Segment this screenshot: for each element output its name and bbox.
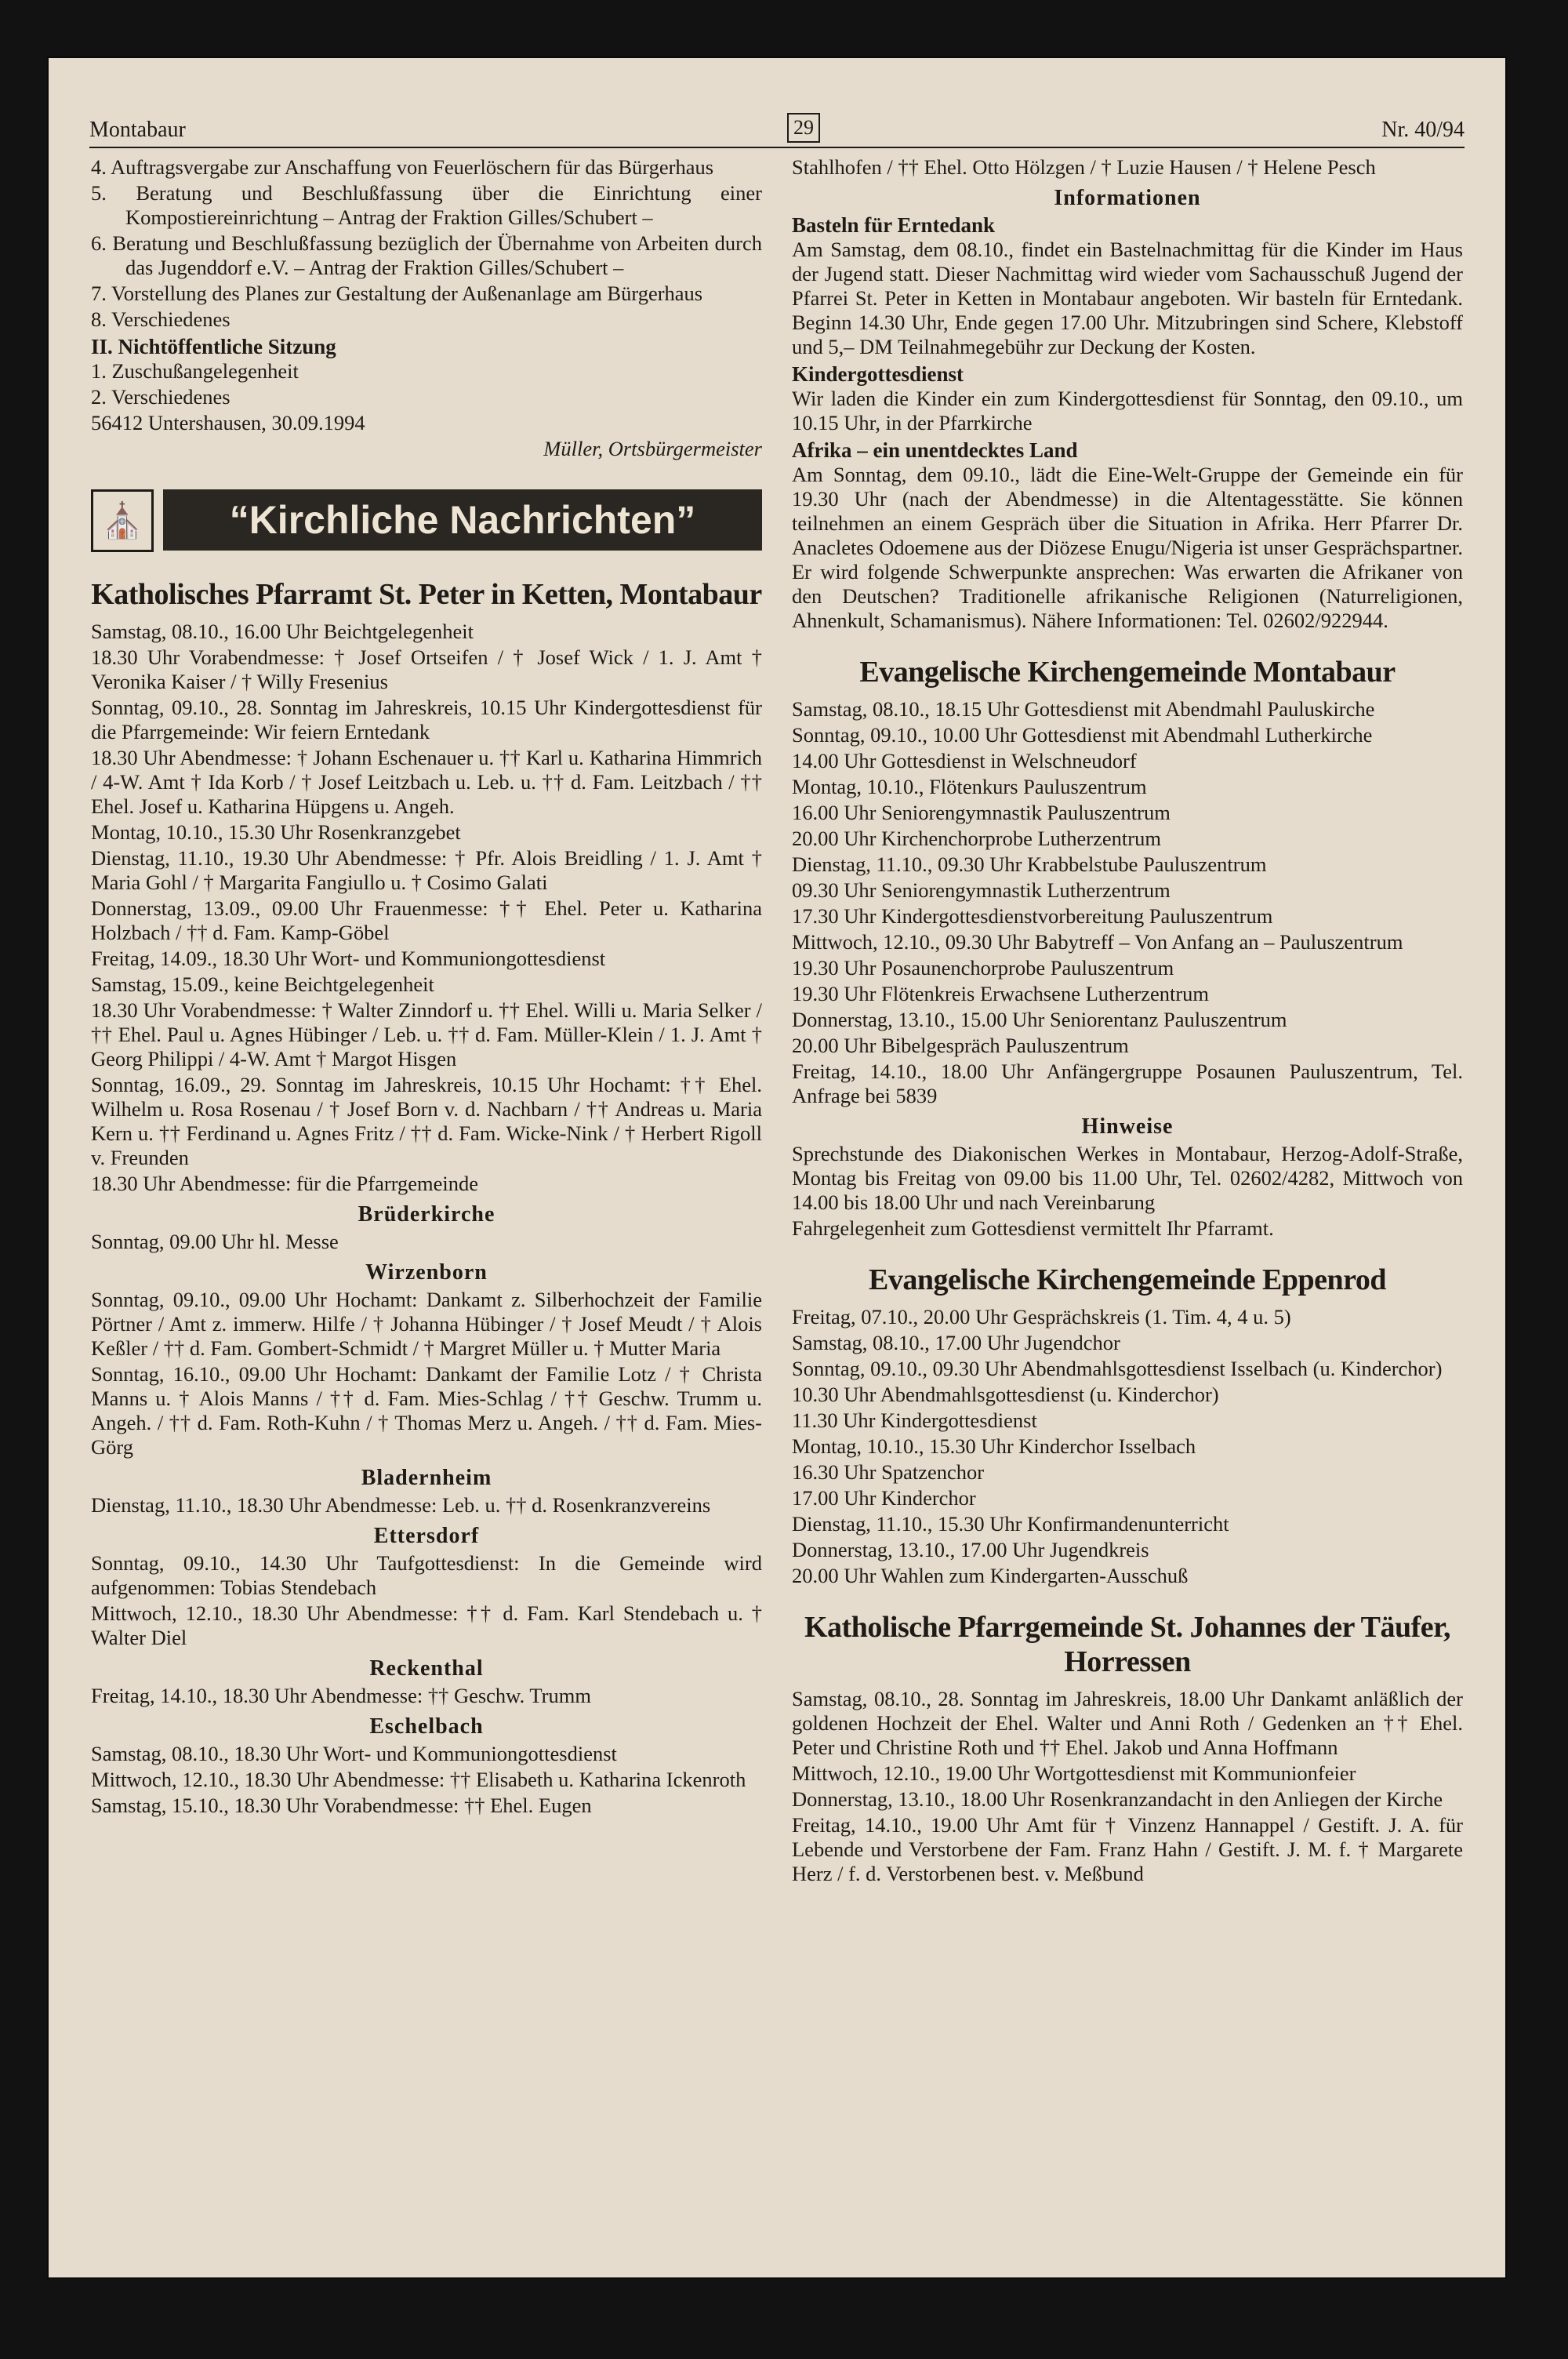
issue-number: Nr. 40/94 [1381, 118, 1465, 142]
entry: Sonntag, 09.10., 09.00 Uhr Hochamt: Dankamt z. Silberhochzeit der Familie Pörtner / Amt z. immerw. Hilfe / † Johanna Hübinger / † Josef Meudt / † Alois Keßler / †† d. Fam. Gombert-Schmidt / † Margret Müller u. † Mutter Maria [91, 1288, 762, 1360]
entry: Samstag, 08.10., 18.30 Uhr Wort- und Kommuniongottesdienst [91, 1742, 617, 1765]
entry: Sonntag, 16.09., 29. Sonntag im Jahreskreis, 10.15 Uhr Hochamt: †† Ehel. Wilhelm u. Rosa Rosenau / † Josef Born v. d. Nachbarn / †† Andreas u. Maria Kern u. †† Ferdinand u. Agnes Fritz / †† d. Fam. Wicke-Nink / † Herbert Rigoll v. Freunden [91, 1073, 762, 1169]
entry: Freitag, 14.10., 18.00 Uhr Anfängergruppe Posaunen Pauluszentrum, Tel. Anfrage bei 5839 [792, 1060, 1463, 1107]
entry: Sonntag, 09.10., 09.30 Uhr Abendmahlsgottesdienst Isselbach (u. Kinderchor) [792, 1357, 1443, 1380]
agenda-item: 4. Auftragsvergabe zur Anschaffung von Feuerlöschern für das Bürgerhaus [91, 155, 714, 179]
entry: Samstag, 08.10., 16.00 Uhr Beichtgelegenheit [91, 620, 474, 643]
entry: 20.00 Uhr Kirchenchorprobe Lutherzentrum [792, 827, 1161, 850]
entry: Fahrgelegenheit zum Gottesdienst vermittelt Ihr Pfarramt. [792, 1216, 1274, 1240]
agenda-item: 2. Verschiedenes [91, 385, 230, 409]
entry: 17.00 Uhr Kinderchor [792, 1486, 976, 1510]
entry: Dienstag, 11.10., 18.30 Uhr Abendmesse: Leb. u. †† d. Rosenkranzvereins [91, 1493, 711, 1517]
entry: Montag, 10.10., 15.30 Uhr Kinderchor Isselbach [792, 1434, 1196, 1458]
parish-title: Katholisches Pfarramt St. Peter in Ketten, Montabaur [91, 578, 762, 611]
entry: 09.30 Uhr Seniorengymnastik Lutherzentrum [792, 878, 1171, 902]
place-date: 56412 Untershausen, 30.09.1994 [91, 411, 365, 434]
entry: 11.30 Uhr Kindergottesdienst [792, 1408, 1037, 1432]
wirzen-heading: Wirzenborn [365, 1260, 488, 1285]
agenda-list [91, 155, 762, 332]
entry: Montag, 10.10., Flötenkurs Pauluszentrum [792, 775, 1147, 798]
entry: Samstag, 08.10., 28. Sonntag im Jahreskreis, 18.00 Uhr Dankamt anläßlich der goldenen Hochzeit der Ehel. Walter und Anni Roth / Gedenken an †† Ehel. Peter und Christine Roth und †† Ehel. Jakob und Anna Hoffmann [792, 1687, 1463, 1759]
entry: Stahlhofen / †† Ehel. Otto Hölzgen / † Luzie Hausen / † Helene Pesch [792, 155, 1376, 179]
afrika-heading: Afrika – ein unentdecktes Land [792, 438, 1078, 462]
entry: 19.30 Uhr Posaunenchorprobe Pauluszentrum [792, 956, 1174, 980]
left-column [91, 155, 762, 1819]
entry: Dienstag, 11.10., 19.30 Uhr Abendmesse: † Pfr. Alois Breidling / 1. J. Amt † Maria Gohl / † Margarita Fangiullo u. † Cosimo Galati [91, 846, 762, 894]
entry: Mittwoch, 12.10., 18.30 Uhr Abendmesse: †† Elisabeth u. Katharina Ickenroth [91, 1768, 746, 1791]
entry: Donnerstag, 13.09., 09.00 Uhr Frauenmesse: †† Ehel. Peter u. Katharina Holzbach / †† d. Fam. Kamp-Göbel [91, 896, 762, 944]
entry: Montag, 10.10., 15.30 Uhr Rosenkranzgebet [91, 820, 461, 844]
afrika-text: Am Sonntag, dem 09.10., lädt die Eine-Welt-Gruppe der Gemeinde ein für 19.30 Uhr (nach der Abendmesse) in die Altentagesstätte. Sie können teilnehmen an einem Gespräch über die Situation in Afrika. Herr Pfarrer Dr. Anacletes Odoemene aus der Diözese Enugu/Nigeria ist unser Gesprächspartner. Er wird folgende Schwerpunkte ansprechen: Was erwarten die Afrikaner von den Deutschen? Traditionelle afrikanische Religionen (Naturreligionen, Ahnenkult, Schamanismus). Nähere Informationen: Tel. 02602/922944. [792, 463, 1463, 632]
entry: 16.30 Uhr Spatzenchor [792, 1460, 985, 1484]
entry: Samstag, 15.09., keine Beichtgelegenheit [91, 972, 434, 996]
church-news-banner [91, 485, 762, 555]
entry: Freitag, 14.10., 18.30 Uhr Abendmesse: †† Geschw. Trumm [91, 1684, 591, 1707]
kigo-text: Wir laden die Kinder ein zum Kindergottesdienst für Sonntag, den 09.10., um 10.15 Uhr, in der Pfarrkirche [792, 387, 1463, 434]
parish-entries [91, 620, 762, 1196]
entry: Mittwoch, 12.10., 18.30 Uhr Abendmesse: †† d. Fam. Karl Stendebach u. † Walter Diel [91, 1601, 762, 1649]
agenda-item: 1. Zuschußangelegenheit [91, 359, 299, 383]
eschel-heading: Eschelbach [369, 1714, 484, 1739]
page-header [89, 113, 1465, 144]
entry: Samstag, 08.10., 18.15 Uhr Gottesdienst mit Abendmahl Pauluskirche [792, 697, 1375, 721]
entry: Mittwoch, 12.10., 09.30 Uhr Babytreff – Von Anfang an – Pauluszentrum [792, 930, 1403, 954]
section-ii-heading: II. Nichtöffentliche Sitzung [91, 335, 336, 358]
newspaper-page [49, 58, 1505, 2277]
header-place: Montabaur [89, 118, 186, 142]
ev-montabaur-title: Evangelische Kirchengemeinde Montabaur [859, 656, 1396, 689]
entry: Dienstag, 11.10., 09.30 Uhr Krabbelstube Pauluszentrum [792, 852, 1267, 876]
entry: Mittwoch, 12.10., 19.00 Uhr Wortgottesdienst mit Kommunionfeier [792, 1761, 1356, 1785]
entry: Sonntag, 16.10., 09.00 Uhr Hochamt: Dankamt der Familie Lotz / † Christa Manns u. † Alois Manns / †† d. Fam. Mies-Schlag / †† Geschw. Trumm u. Angeh. / †† d. Fam. Roth-Kuhn / † Thomas Merz u. Angeh. / †† d. Fam. Mies-Görg [91, 1362, 762, 1459]
agenda-item: 8. Verschiedenes [91, 307, 230, 331]
entry: 18.30 Uhr Vorabendmesse: † Josef Ortseifen / † Josef Wick / 1. J. Amt † Veronika Kaiser / † Willy Fresenius [91, 645, 762, 693]
entry: Freitag, 14.09., 18.30 Uhr Wort- und Kommuniongottesdienst [91, 947, 606, 970]
entry: Donnerstag, 13.10., 15.00 Uhr Seniorentanz Pauluszentrum [792, 1008, 1287, 1031]
header-rule [89, 147, 1465, 148]
signature: Müller, Ortsbürgermeister [543, 437, 762, 460]
entry: 18.30 Uhr Vorabendmesse: † Walter Zinndorf u. †† Ehel. Willi u. Maria Selker / †† Ehel. Paul u. Agnes Hübinger / Leb. u. †† d. Fam. Müller-Klein / 1. J. Amt † Georg Philippi / 4-W. Amt † Margot Hisgen [91, 998, 762, 1070]
ev-eppenrod-title: Evangelische Kirchengemeinde Eppenrod [869, 1263, 1386, 1296]
agenda-item: 5. Beratung und Beschlußfassung über die Einrichtung einer Kompostiereinrichtung – Antrag der Fraktion Gilles/Schubert – [91, 181, 762, 229]
basteln-heading: Basteln für Erntedank [792, 213, 996, 237]
agenda-item: 6. Beratung und Beschlußfassung bezüglich der Übernahme von Arbeiten durch das Jugenddorf e.V. – Antrag der Fraktion Gilles/Schubert – [91, 231, 762, 279]
agenda-item: 7. Vorstellung des Planes zur Gestaltung der Außenanlage am Bürgerhaus [91, 282, 703, 305]
banner-title: “Kirchliche Nachrichten” [163, 489, 762, 551]
recken-heading: Reckenthal [369, 1656, 484, 1681]
entry: 20.00 Uhr Bibelgespräch Pauluszentrum [792, 1034, 1129, 1057]
entry: 16.00 Uhr Seniorengymnastik Pauluszentrum [792, 801, 1171, 824]
info-heading: Informationen [1054, 186, 1201, 210]
church-icon: ⛪ [91, 489, 154, 552]
entry: Sonntag, 09.10., 10.00 Uhr Gottesdienst mit Abendmahl Lutherkirche [792, 723, 1373, 747]
right-column [792, 155, 1463, 1888]
kath-horressen-title: Katholische Pfarrgemeinde St. Johannes der Täufer, Horressen [804, 1611, 1450, 1678]
kigo-heading: Kindergottesdienst [792, 362, 964, 386]
entry: 14.00 Uhr Gottesdienst in Welschneudorf [792, 749, 1137, 772]
entry: Samstag, 08.10., 17.00 Uhr Jugendchor [792, 1331, 1120, 1354]
entry: Sprechstunde des Diakonischen Werkes in Montabaur, Herzog-Adolf-Straße, Montag bis Freitag von 09.00 bis 11.00 Uhr, Tel. 02602/4282, Mittwoch von 14.00 bis 18.00 Uhr und nach Vereinbarung [792, 1142, 1463, 1214]
page-number: 29 [787, 113, 820, 143]
entry: 20.00 Uhr Wahlen zum Kindergarten-Ausschuß [792, 1564, 1189, 1587]
entry: 19.30 Uhr Flötenkreis Erwachsene Lutherzentrum [792, 982, 1210, 1005]
entry: Sonntag, 09.10., 14.30 Uhr Taufgottesdienst: In die Gemeinde wird aufgenommen: Tobias Stendebach [91, 1551, 762, 1599]
basteln-text: Am Samstag, dem 08.10., findet ein Bastelnachmittag für die Kinder im Haus der Jugend statt. Dieser Nachmittag wird wieder vom Sachausschuß Jugend der Pfarrei St. Peter in Ketten in Montabaur angeboten. Wir basteln für Erntedank. Beginn 14.30 Uhr, Ende gegen 17.00 Uhr. Mitzubringen sind Schere, Klebstoff und 5,– DM Teilnahmegebühr zur Deckung der Kosten. [792, 238, 1463, 358]
entry: Freitag, 14.10., 19.00 Uhr Amt für † Vinzenz Hannappel / Gestift. J. A. für Lebende und Verstorbene der Fam. Franz Hahn / Gestift. J. M. f. † Margarete Herz / f. d. Verstorbenen best. v. Meßbund [792, 1813, 1463, 1885]
entry: 18.30 Uhr Abendmesse: † Johann Eschenauer u. †† Karl u. Katharina Himmrich / 4-W. Amt † Ida Korb / † Josef Leitzbach u. Leb. u. †† d. Fam. Leitzbach / †† Ehel. Josef u. Katharina Hüpgens u. Angeh. [91, 746, 762, 818]
entry: Donnerstag, 13.10., 17.00 Uhr Jugendkreis [792, 1538, 1149, 1561]
entry: 17.30 Uhr Kindergottesdienstvorbereitung Pauluszentrum [792, 904, 1273, 928]
entry: Sonntag, 09.10., 28. Sonntag im Jahreskreis, 10.15 Uhr Kindergottesdienst für die Pfarrgemeinde: Wir feiern Erntedank [91, 696, 762, 743]
entry: Freitag, 07.10., 20.00 Uhr Gesprächskreis (1. Tim. 4, 4 u. 5) [792, 1305, 1291, 1329]
brueder-heading: Brüderkirche [358, 1202, 495, 1227]
entry: Sonntag, 09.00 Uhr hl. Messe [91, 1230, 339, 1253]
entry: Samstag, 15.10., 18.30 Uhr Vorabendmesse: †† Ehel. Eugen [91, 1794, 592, 1817]
hinweise-heading: Hinweise [1081, 1114, 1174, 1139]
entry: Donnerstag, 13.10., 18.00 Uhr Rosenkranzandacht in den Anliegen der Kirche [792, 1787, 1443, 1811]
etters-heading: Ettersdorf [373, 1524, 480, 1548]
bladern-heading: Bladernheim [361, 1466, 492, 1490]
entry: 18.30 Uhr Abendmesse: für die Pfarrgemeinde [91, 1172, 479, 1195]
entry: 10.30 Uhr Abendmahlsgottesdienst (u. Kinderchor) [792, 1383, 1219, 1406]
entry: Dienstag, 11.10., 15.30 Uhr Konfirmandenunterricht [792, 1512, 1229, 1536]
